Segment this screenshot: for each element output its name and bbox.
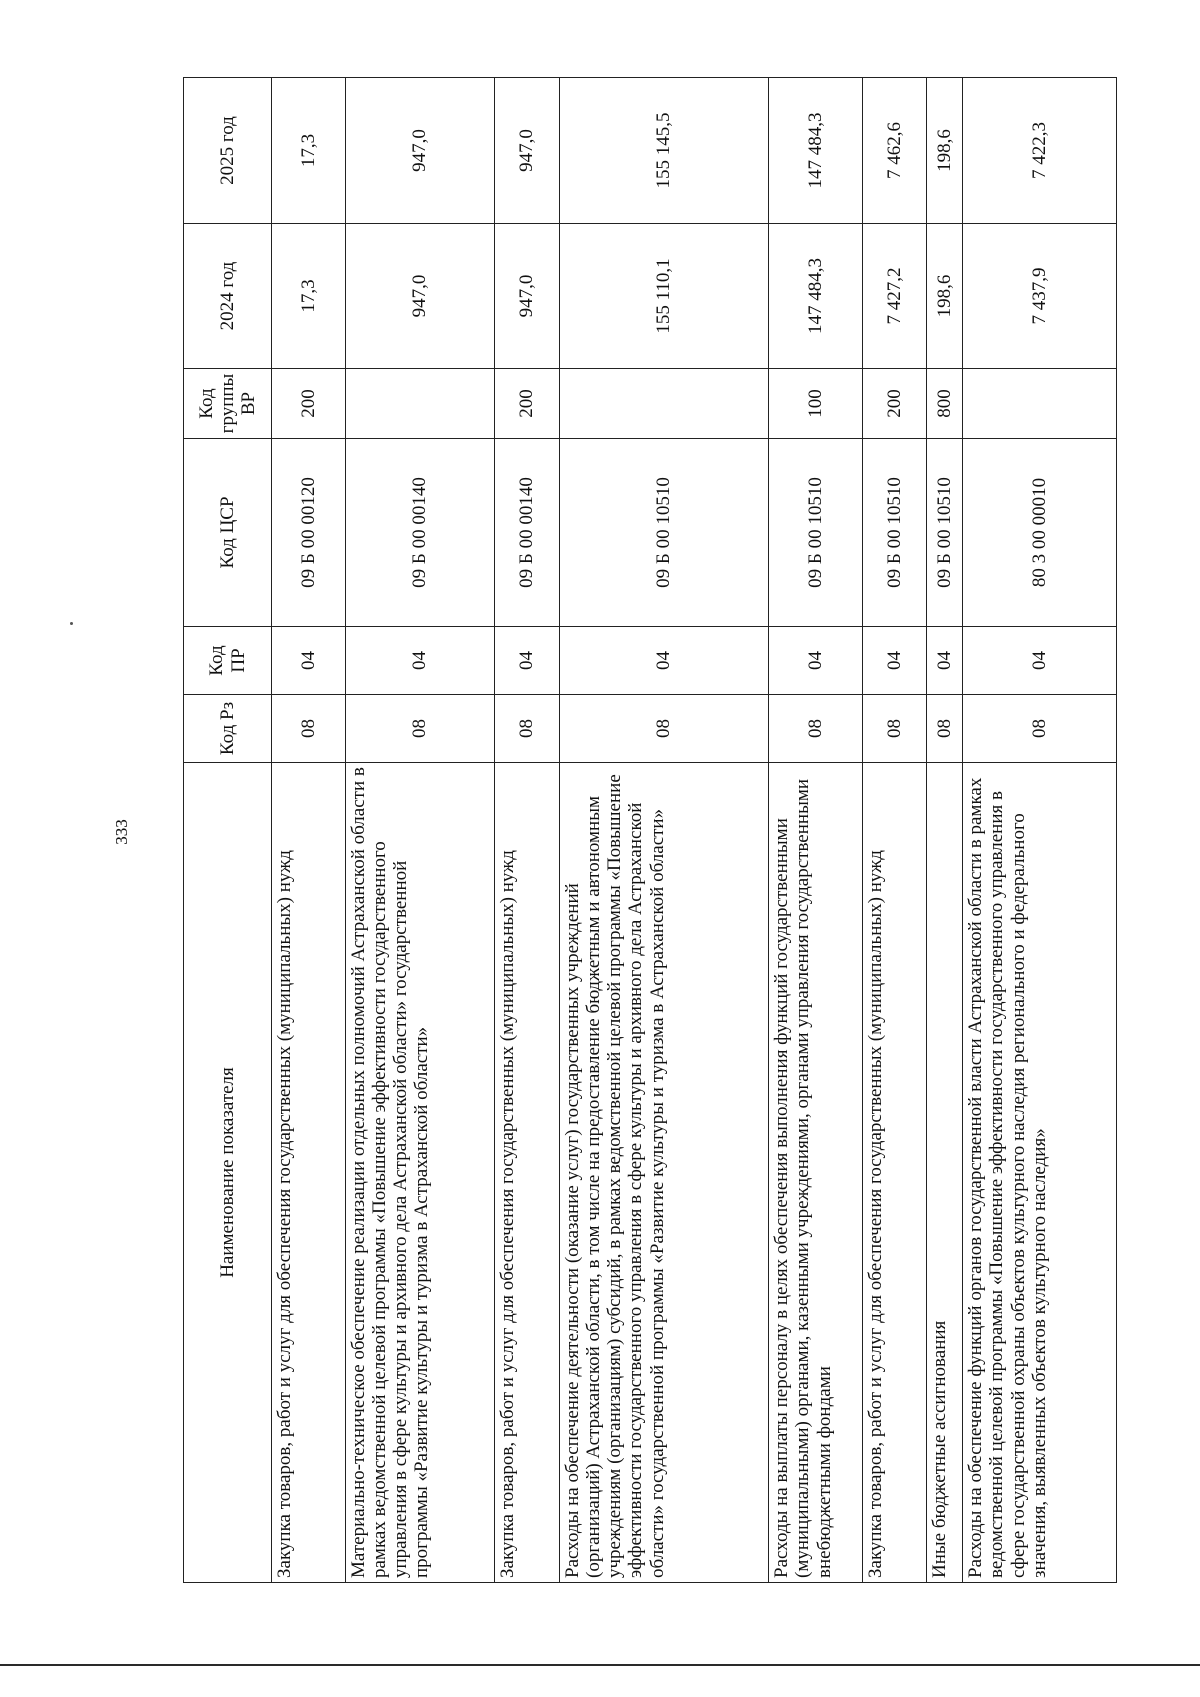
row-csr: 09 Б 00 00120 [272,439,346,627]
row-2025: 17,3 [272,78,346,224]
row-pr: 04 [862,627,927,695]
row-csr: 80 3 00 00010 [963,439,1117,627]
page-number: 333 [112,819,131,845]
table-row [559,78,769,1583]
row-csr: 09 Б 00 10510 [769,439,863,627]
scan-speck [70,622,73,625]
row-rz: 08 [862,695,927,763]
budget-table [183,77,1117,1583]
table-row [963,78,1117,1583]
header-rz: Код Рз [184,695,272,763]
row-2024: 947,0 [494,224,559,369]
row-2024: 7 427,2 [862,224,927,369]
table-header-row [184,78,272,1583]
row-2025: 198,6 [927,78,963,224]
row-csr: 09 Б 00 10510 [862,439,927,627]
row-2025: 947,0 [494,78,559,224]
header-2025: 2025 год [184,78,272,224]
row-vr [559,369,769,439]
row-vr: 200 [494,369,559,439]
row-name: Закупка товаров, работ и услуг для обеспечения государственных (муниципальных) нужд [494,763,559,1583]
row-pr: 04 [769,627,863,695]
row-rz: 08 [559,695,769,763]
row-rz: 08 [769,695,863,763]
row-vr: 100 [769,369,863,439]
row-2024: 17,3 [272,224,346,369]
row-pr: 04 [963,627,1117,695]
row-2024: 147 484,3 [769,224,863,369]
row-csr: 09 Б 00 00140 [494,439,559,627]
row-name: Материально-техническое обеспечение реализации отдельных полномочий Астраханской области в рамках ведомственной целевой программы «Повышение эффективности государственного управления в сфере культуры и архивного дела Астраханской области» государственной программы «Развитие культуры и туризма в Астраханской области» [345,763,494,1583]
header-vr: Код группы ВР [184,369,272,439]
row-pr: 04 [494,627,559,695]
row-name: Иные бюджетные ассигнования [927,763,963,1583]
row-2024: 155 110,1 [559,224,769,369]
header-pr: Код ПР [184,627,272,695]
table-row [494,78,559,1583]
header-2024: 2024 год [184,224,272,369]
row-2024: 7 437,9 [963,224,1117,369]
row-name: Закупка товаров, работ и услуг для обеспечения государственных (муниципальных) нужд [862,763,927,1583]
row-name: Закупка товаров, работ и услуг для обеспечения государственных (муниципальных) нужд [272,763,346,1583]
row-pr: 04 [927,627,963,695]
row-pr: 04 [559,627,769,695]
table-row [862,78,927,1583]
row-rz: 08 [272,695,346,763]
row-2025: 7 462,6 [862,78,927,224]
row-rz: 08 [963,695,1117,763]
row-rz: 08 [927,695,963,763]
row-name: Расходы на обеспечение деятельности (оказание услуг) государственных учреждений (организаций) Астраханской области, в том числе на предоставление бюджетным и автономным учреждениям (организациям) субсидий, в рамках ведомственной целевой программы «Повышение эффективности государственного управления в сфере культуры и архивного дела Астраханской области» государственной программы «Развитие культуры и туризма в Астраханской области» [559,763,769,1583]
table-row [272,78,346,1583]
row-2025: 147 484,3 [769,78,863,224]
row-name: Расходы на обеспечение функций органов государственной власти Астраханской области в рамках ведомственной целевой программы «Повышение эффективности государственного управления в сфере государственной охраны объектов культурного наследия регионального и федерального значения, выявленных объектов культурного наследия» [963,763,1117,1583]
row-csr: 09 Б 00 10510 [559,439,769,627]
table-row [927,78,963,1583]
header-csr: Код ЦСР [184,439,272,627]
row-vr: 800 [927,369,963,439]
row-2025: 155 145,5 [559,78,769,224]
table-row [345,78,494,1583]
row-name: Расходы на выплаты персоналу в целях обеспечения выполнения функций государственными (муниципальными) органами, казенными учреждениями, органами управления государственными внебюджетными фондами [769,763,863,1583]
row-vr [345,369,494,439]
scan-edge-line [0,1664,1200,1666]
row-2025: 947,0 [345,78,494,224]
header-name: Наименование показателя [184,763,272,1583]
row-2025: 7 422,3 [963,78,1117,224]
row-rz: 08 [494,695,559,763]
row-vr: 200 [272,369,346,439]
table-row [769,78,863,1583]
row-pr: 04 [345,627,494,695]
row-csr: 09 Б 00 10510 [927,439,963,627]
budget-table-container [183,78,1117,1583]
row-vr: 200 [862,369,927,439]
row-rz: 08 [345,695,494,763]
row-vr [963,369,1117,439]
row-pr: 04 [272,627,346,695]
row-csr: 09 Б 00 00140 [345,439,494,627]
row-2024: 198,6 [927,224,963,369]
row-2024: 947,0 [345,224,494,369]
